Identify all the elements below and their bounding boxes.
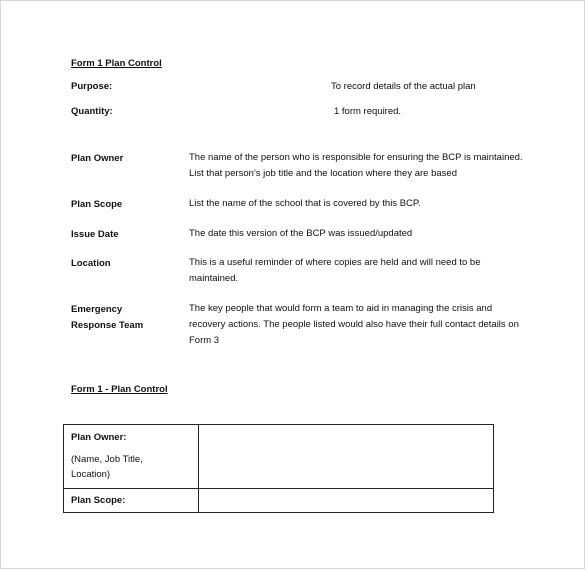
purpose-value: To record details of the actual plan (331, 81, 476, 92)
field-label-line: Response Team (71, 320, 144, 331)
quantity-label: Quantity: (71, 106, 113, 117)
plan-scope-label: Plan Scope: (71, 495, 126, 506)
field-label-line: Emergency (71, 304, 123, 315)
field-desc-issue-date (189, 226, 529, 242)
plan-owner-sublabel (71, 452, 198, 482)
quantity-value: 1 form required. (334, 106, 402, 117)
field-label-plan-owner (71, 151, 171, 167)
plan-scope-entry-cell[interactable] (199, 489, 494, 513)
field-desc-line: recovery actions. The people listed would also have their full contact details on (189, 319, 519, 330)
field-label-line: Plan Owner (71, 153, 124, 164)
field-label-plan-scope (71, 197, 171, 213)
plan-control-form-table (63, 424, 494, 513)
field-desc-line: The name of the person who is responsible for ensuring the BCP is maintained. (189, 152, 523, 163)
field-label-location (71, 256, 171, 272)
table-row-plan-scope (64, 489, 494, 513)
plan-owner-label-cell (64, 425, 199, 489)
field-label-emergency-response-team (71, 302, 171, 334)
field-desc-location (189, 255, 529, 287)
field-desc-emergency-response-team (189, 301, 529, 349)
field-label-line: Location (71, 258, 111, 269)
field-desc-line: The date this version of the BCP was issued/updated (189, 228, 413, 239)
plan-owner-sublabel-line: (Name, Job Title, (71, 454, 143, 466)
field-label-line: Issue Date (71, 229, 119, 240)
purpose-label: Purpose: (71, 81, 113, 92)
field-desc-line: List the name of the school that is covered by this BCP. (189, 198, 421, 209)
plan-scope-label-cell (64, 489, 199, 513)
field-label-issue-date (71, 227, 171, 243)
field-desc-plan-owner (189, 150, 529, 182)
section-title-plan-control: Form 1 Plan Control (71, 58, 162, 69)
table-row-plan-owner (64, 425, 494, 489)
field-desc-line: List that person's job title and the location where they are based (189, 168, 457, 179)
field-desc-line: This is a useful reminder of where copies are held and will need to be (189, 257, 481, 268)
field-label-line: Plan Scope (71, 199, 123, 210)
plan-owner-label: Plan Owner: (71, 432, 127, 443)
field-desc-line: Form 3 (189, 335, 220, 346)
plan-owner-entry-cell[interactable] (199, 425, 494, 489)
field-desc-line: The key people that would form a team to aid in managing the crisis and (189, 303, 493, 314)
field-desc-line: maintained. (189, 273, 239, 284)
plan-owner-sublabel-line: Location) (71, 469, 111, 481)
field-desc-plan-scope (189, 196, 529, 212)
section-title-form-plan-control: Form 1 - Plan Control (71, 384, 168, 395)
